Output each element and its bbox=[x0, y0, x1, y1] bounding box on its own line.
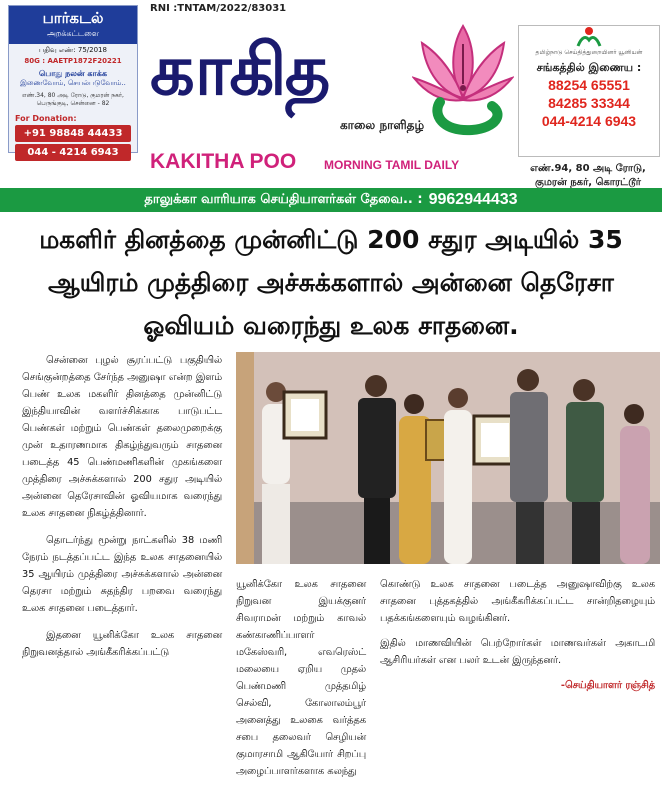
union-logo-icon bbox=[574, 26, 604, 48]
article-column-3 bbox=[380, 576, 655, 702]
rni-number: RNI :TNTAM/2022/83031 bbox=[150, 3, 287, 14]
article-body-left-column bbox=[22, 352, 222, 671]
english-subtitle: MORNING TAMIL DAILY bbox=[324, 158, 460, 172]
article-column-2-text: யூனிக்கோ உலக சாதனை நிறுவன இயக்குனர் சிவராமன் மற்றும் காவல் கண்காணிப்பாளர் மகேஸ்வரி, எவரெஸ்ட் மலையை ஏறிய முதல் பெண்மணி முத்தமிழ் செல்வி, கோலாலம்பூர் அனைத்து உலகை வர்த்தக சபை தலைவர் செழியன் குமாரசாமி ஆகியோர் சிறப்பு அழைப்பாளர்களாக கலந்து bbox=[236, 579, 366, 777]
trust-subtitle: அறக்கட்டளை bbox=[46, 29, 100, 38]
union-name: தமிழ்நாடு செய்தித்துறையினர் யூனியன் bbox=[535, 49, 643, 56]
donation-phone-1: +91 98848 44433 bbox=[15, 125, 131, 142]
masthead-title: காகித bbox=[150, 28, 329, 111]
trust-80g-number: 80G : AAETP1872F20221 bbox=[24, 57, 122, 65]
union-logo-row bbox=[519, 26, 659, 48]
award-ceremony-photo bbox=[236, 352, 660, 564]
union-phone-1: 88254 65551 bbox=[548, 77, 630, 93]
article-column-3-paragraph-2: இதில் மாணவியின் பெற்றோர்கள் மாணவர்கள் அகாடமி ஆசிரியர்கள் என பலர் உடன் இருந்தனர். bbox=[380, 638, 655, 666]
donation-phone-2: 044 - 4214 6943 bbox=[15, 144, 131, 161]
reporter-byline: -செய்தியாளர் ரஞ்சித் bbox=[560, 680, 655, 691]
article-paragraph-1: சென்னை புழல் சூரப்பட்டு பகுதியில் செங்குன்றத்தை சேர்ந்த அனுஷா என்ற இளம் பெண் உலக மகளிர் தினத்தை முன்னிட்டு இந்தியாவின் வளர்ச்சிக்காக பாடுபட்ட பெண்கள் மற்றும் பெண்கள் தலைமுறைக்கு முன் உதாரணமாக திகழ்ந்துவரும் சாதனை படைத்த 45 பெண்மணிகளின் முகங்களை முத்திரை அச்சுக்களால் 200 சதுர அடியில் அன்னை தெரேசாவின் ஓவியமாக வரைந்து உலக சாதனை நிகழ்த்தினார். bbox=[22, 355, 222, 519]
trust-address: எண்.34, 80 அடி ரோடு, குமரன் நகர், பெருங்குடி, சென்னை - 82 bbox=[22, 92, 124, 107]
article-headline bbox=[10, 218, 652, 347]
headline-line-1: மகளிர் தினத்தை முன்னிட்டு 200 சதுர அடியில் 35 bbox=[39, 225, 623, 254]
headline-line-2: ஆயிரம் முத்திரை அச்சுக்களால் அன்னை தெரேசா bbox=[48, 268, 614, 297]
lotus-logo-icon bbox=[412, 18, 514, 136]
trust-title: பார்கடல் bbox=[42, 9, 104, 27]
union-phone-3: 044-4214 6943 bbox=[541, 113, 637, 129]
union-address-line-1: எண்.94, 80 அடி ரோடு, bbox=[530, 163, 646, 174]
trust-tagline-2: இணைவோம், செயல்படுவோம்.. bbox=[20, 79, 126, 87]
trust-name-banner bbox=[9, 6, 137, 44]
edition-label: காலை நாளிதழ் bbox=[340, 118, 425, 132]
reporters-wanted-text: தாலுக்கா வாரியாக செய்தியாளர்கள் தேவை.. : bbox=[144, 192, 423, 207]
article-paragraph-2: தொடர்ந்து மூன்று நாட்களில் 38 மணி நேரம் நடத்தப்பட்ட இந்த உலக சாதனையில் 35 ஆயிரம் முத்திரை அச்சுக்களால் அன்னை தெரசா மற்றும் சுதந்திர பறவை வரைந்து உலக சாதனை படைத்தார். bbox=[22, 535, 222, 614]
article-paragraph-3: இதனை யூனிக்கோ உலக சாதனை நிறுவனத்தால் அங்கீகரிக்கப்பட்டு bbox=[22, 630, 222, 658]
union-phone-2: 84285 33344 bbox=[548, 95, 630, 111]
article-column-2 bbox=[236, 576, 366, 788]
trust-advertisement bbox=[8, 5, 138, 158]
trust-tagline: பொது நலன் காக்க bbox=[39, 69, 107, 78]
donation-label: For Donation: bbox=[15, 114, 77, 123]
trust-registration: பதிவு எண்: 75/2018 bbox=[39, 46, 107, 54]
article-column-3-paragraph-1: கொண்டு உலக சாதனை படைத்த அனுஷாவிற்கு உலக சாதனை புத்தகத்தில் அங்கீகரிக்கப்பட்ட சான்றிதழையும் பதக்கங்களையும் வழங்கினர். bbox=[380, 579, 655, 624]
reporters-wanted-bar bbox=[0, 188, 662, 212]
union-contact-label: சங்கத்தில் இணைய : bbox=[536, 61, 642, 74]
reporters-wanted-phone: 9962944433 bbox=[428, 191, 518, 208]
trust-tagline-block bbox=[9, 69, 137, 88]
union-address-line-2: குமரன் நகர், கொரட்டூர் bbox=[535, 177, 641, 188]
headline-line-3: ஓவியம் வரைந்து உலக சாதனை. bbox=[143, 311, 519, 340]
union-advertisement bbox=[518, 25, 660, 157]
english-title: KAKITHA POO bbox=[150, 150, 297, 173]
